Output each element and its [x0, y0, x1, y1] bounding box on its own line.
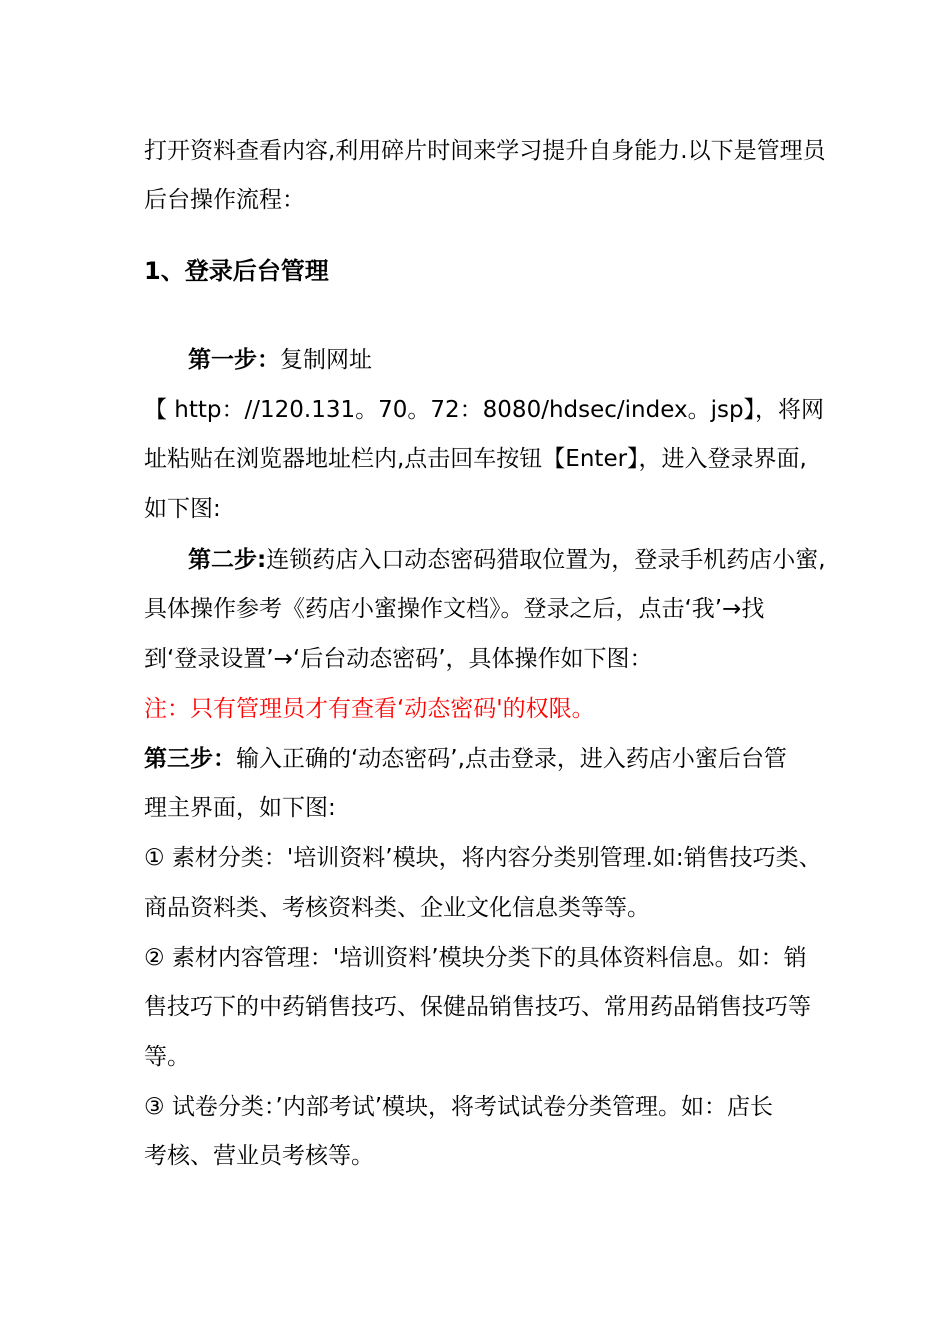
item2-line-3: 等。	[144, 1044, 190, 1070]
item2-line-1: ② 素材内容管理：'培训资料’模块分类下的具体资料信息。如：销	[144, 945, 807, 971]
intro-line-1: 打开资料查看内容,利用碎片时间来学习提升自身能力.以下是管理员	[144, 138, 826, 164]
item1-line-2: 商品资料类、考核资料类、企业文化信息类等等。	[144, 895, 650, 921]
step3-line-1	[144, 744, 787, 774]
step1-label: 第一步：	[188, 347, 280, 373]
step1-text: 复制网址	[280, 347, 372, 373]
item1-line-1: ① 素材分类：'培训资料’模块，将内容分类别管理.如:销售技巧类、	[144, 845, 822, 871]
item2-line-2: 售技巧下的中药销售技巧、保健品销售技巧、常用药品销售技巧等	[144, 994, 811, 1020]
step3-text: 输入正确的‘动态密码’,点击登录，进入药店小蜜后台管	[236, 746, 787, 772]
step1-line-1	[188, 345, 372, 375]
admin-note: 注：只有管理员才有查看‘动态密码'的权限。	[144, 696, 595, 722]
step1-line-4: 如下图:	[144, 496, 221, 522]
step3-label: 第三步：	[144, 746, 236, 772]
section-heading: 1、登录后台管理	[144, 257, 329, 285]
item3-line-2: 考核、营业员考核等。	[144, 1143, 374, 1169]
intro-line-2: 后台操作流程：	[144, 187, 305, 213]
step1-line-2: 【 http：//120.131。70。72：8080/hdsec/index。jsp】，将网	[144, 397, 825, 423]
step2-label: 第二步:	[188, 547, 267, 573]
step2-line-3: 到‘登录设置’→‘后台动态密码’，具体操作如下图：	[144, 646, 653, 672]
step3-line-2: 理主界面，如下图:	[144, 795, 336, 821]
item3-line-1: ③ 试卷分类：’内部考试’模块，将考试试卷分类管理。如：店长	[144, 1094, 774, 1120]
step1-line-3: 址粘贴在浏览器地址栏内,点击回车按钮【Enter】，进入登录界面,	[144, 446, 807, 472]
step2-text: 连锁药店入口动态密码猎取位置为，登录手机药店小蜜,	[266, 547, 826, 573]
step2-line-2: 具体操作参考《药店小蜜操作文档》。登录之后，点击‘我’→找	[144, 596, 765, 622]
step2-line-1	[188, 545, 826, 575]
